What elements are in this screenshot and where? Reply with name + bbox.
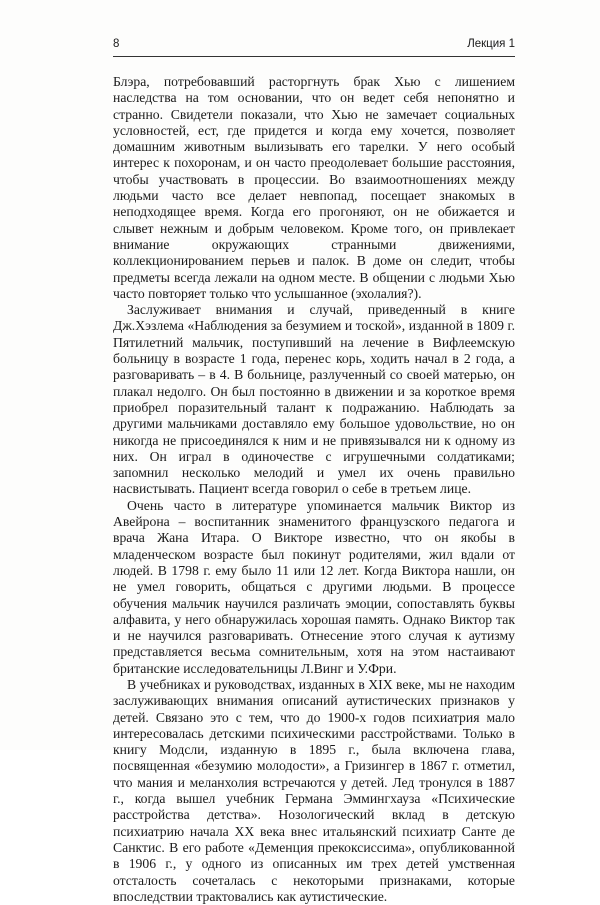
paragraph-19th-century-textbooks: В учебниках и руководствах, изданных в XIX веке, мы не находим заслуживающих внимания описаний аутистических признаков у детей. Связано это с тем, что до 1900-х годов психиатрия мало интересовалась детскими психическими расстройствами. Только в книгу Модсли, изданную в 1895 г., была включена глава, посвященная «безумию молодости», а Гризингер в 1867 г. отметил, что мания и меланхолия встречаются у детей. Лед тронулся в 1887 г., когда вышел учебник Германа Эммингхауза «Психические расстройства детства». Нозологический вклад в детскую психиатрию начала XX века внес итальянский психиатр Санте де Санктис. В его работе «Деменция прекоксиссима», опубликованной в 1906 г., у одного из описанных им трех детей умственная отсталость сочеталась с некоторыми признаками, которые впоследствии трактовались как аутистические. — [113, 676, 515, 904]
header-rule — [113, 56, 515, 57]
body-text — [113, 74, 515, 905]
running-header — [113, 38, 515, 56]
page-number: 8 — [113, 38, 120, 50]
running-title: Лекция 1 — [467, 38, 515, 50]
paragraph-victor-aveyron: Очень часто в литературе упоминается мальчик Виктор из Авейрона – воспитанник знаменитого французского педагога и врача Жана Итара. О Викторе известно, что он якобы в младенческом возрасте был покинут родителями, жил вдали от людей. В 1798 г. ему было 11 или 12 лет. Когда Виктора нашли, он не умел говорить, общаться с другими людьми. В процессе обучения мальчик научился различать эмоции, сопоставлять буквы алфавита, у него обнаружилась хорошая память. Однако Виктор так и не научился разговаривать. Отнесение этого случая к аутизму представляется весьма сомнительным, хотя на этом настаивают британские исследовательницы Л.Винг и У.Фри. — [113, 497, 515, 676]
paragraph-hugh-case: Блэра, потребовавший расторгнуть брак Хью с лишением наследства на том основании, что он ведет себя непонятно и странно. Свидетели показали, что Хью не замечает социальных условностей, ест, где придется и когда ему хочется, позволяет домашним животным вылизывать его тарелки. У него особый интерес к похоронам, и он часто преодолевает большие расстояния, чтобы участвовать в процессии. Во взаимоотношениях между людьми часто все делает невпопад, посещает знакомых в неподходящее время. Когда его прогоняют, он не обижается и слывет нежным и добрым человеком. Кроме того, он привлекает внимание окружающих странными движениями, коллекционированием перьев и палок. В доме он следит, чтобы предметы всегда лежали на одном месте. В общении с людьми Хью часто повторяет только что услышанное (эхолалия?). — [113, 74, 515, 301]
paragraph-haslam-case: Заслуживает внимания и случай, приведенный в книге Дж.Хэзлема «Наблюдения за безумием и тоской», изданной в 1809 г. Пятилетний мальчик, поступивший на лечение в Вифлеемскую больницу в возрасте 1 года, перенес корь, ходить начал в 2 года, а разговаривать – в 4. В больнице, разлученный со своей матерью, он плакал недолго. Он был постоянно в движении и за короткое время приобрел поразительный талант к подражанию. Наблюдать за другими мальчиками доставляло ему большое удовольствие, но он никогда не присоединялся к ним и не привязывался ни к одному из них. Он играл в одиночестве с игрушечными солдатиками; запомнил несколько мелодий и умел их очень правильно насвистывать. Пациент всегда говорил о себе в третьем лице. — [113, 302, 515, 497]
